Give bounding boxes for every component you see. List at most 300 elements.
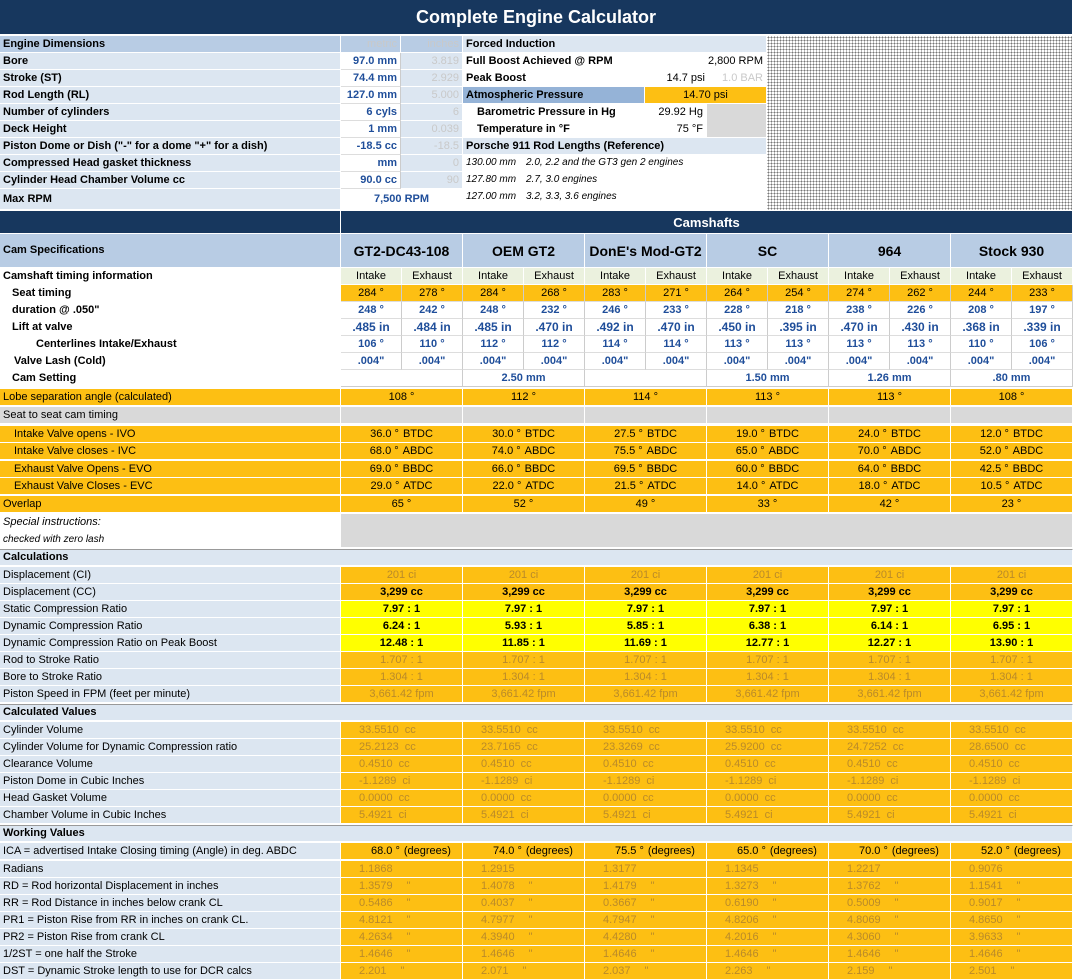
- calc-value: 5.85 : 1: [585, 618, 707, 635]
- wv-value: [585, 963, 707, 980]
- spec-value[interactable]: 228 °: [707, 302, 768, 319]
- cv-unit: cc: [404, 740, 416, 753]
- wv-number: 4.2634: [359, 930, 393, 943]
- peak-boost-psi[interactable]: 14.7 psi: [645, 70, 709, 87]
- valve-event-value: [829, 461, 951, 478]
- dimension-metric-value[interactable]: 90.0 cc: [341, 172, 401, 189]
- wv-number: 2.501: [969, 964, 997, 977]
- wv-label: RR = Rod Distance in inches below crank CL: [0, 895, 341, 912]
- wv-unit: ": [894, 896, 899, 909]
- overlap-value: 23 °: [951, 496, 1073, 513]
- spec-value[interactable]: 244 °: [951, 285, 1012, 302]
- exhaust-header: Exhaust: [1012, 268, 1073, 285]
- wv-value: [707, 912, 829, 929]
- cv-number: -1.1289: [603, 774, 641, 787]
- wv-value: [951, 895, 1073, 912]
- spec-value[interactable]: 233 °: [1012, 285, 1073, 302]
- cv-value: [463, 722, 585, 739]
- wv-value: [951, 963, 1073, 980]
- calc-value: 201 ci: [341, 567, 463, 584]
- wv-number: 4.8650: [969, 913, 1003, 926]
- cv-number: 25.2123: [359, 740, 399, 753]
- wv-number: 1.3177: [603, 862, 637, 875]
- wv-number: 4.3940: [481, 930, 515, 943]
- spec-value[interactable]: .485 in: [463, 319, 524, 336]
- wv-value: [951, 878, 1073, 895]
- dimension-label: Stroke (ST): [0, 70, 341, 87]
- cv-label: Chamber Volume in Cubic Inches: [0, 807, 341, 824]
- calc-value: 3,299 cc: [585, 584, 707, 601]
- special-instructions-note: checked with zero lash: [0, 532, 341, 548]
- wv-unit: (degrees): [525, 844, 573, 857]
- spec-value[interactable]: .492 in: [585, 319, 646, 336]
- spec-value[interactable]: 114 °: [585, 336, 646, 353]
- event-unit: ATDC: [769, 479, 799, 492]
- calculations-header: Calculations: [0, 549, 1073, 566]
- wv-number: 3.9633: [969, 930, 1003, 943]
- barometric-label: Barometric Pressure in Hg: [463, 104, 645, 121]
- intake-header: Intake: [585, 268, 646, 285]
- spec-value[interactable]: 246 °: [585, 302, 646, 319]
- wv-value: [341, 843, 463, 860]
- spec-value[interactable]: 113 °: [829, 336, 890, 353]
- cv-value: [463, 790, 585, 807]
- calc-label: Rod to Stroke Ratio: [0, 652, 341, 669]
- wv-unit: ": [772, 896, 777, 909]
- spec-value[interactable]: .395 in: [768, 319, 829, 336]
- valve-event-value: [951, 478, 1073, 495]
- calc-value: 1.707 : 1: [463, 652, 585, 669]
- spec-value[interactable]: .004": [707, 353, 768, 370]
- cv-unit: ci: [520, 808, 529, 821]
- metric-header: metric: [341, 36, 401, 53]
- spec-label: duration @ .050": [0, 302, 341, 319]
- event-unit: ATDC: [1013, 479, 1043, 492]
- wv-value: [463, 912, 585, 929]
- event-unit: BTDC: [890, 427, 921, 440]
- lobe-separation-value: 108 °: [341, 389, 463, 406]
- event-unit: ABDC: [890, 444, 922, 457]
- spec-value[interactable]: 226 °: [890, 302, 951, 319]
- spec-value[interactable]: .004": [402, 353, 463, 370]
- cv-number: 23.3269: [603, 740, 643, 753]
- overlap-label: Overlap: [0, 496, 341, 513]
- wv-unit: ": [772, 913, 777, 926]
- calc-value: 3,661.42 fpm: [585, 686, 707, 703]
- dimension-metric-value[interactable]: -18.5 cc: [341, 138, 401, 155]
- wv-value: [829, 929, 951, 946]
- cv-value: [707, 756, 829, 773]
- intake-header: Intake: [463, 268, 524, 285]
- spec-value[interactable]: 197 °: [1012, 302, 1073, 319]
- event-degrees: 22.0 °: [492, 479, 522, 492]
- valve-event-value: [707, 443, 829, 460]
- event-unit: ATDC: [525, 479, 555, 492]
- event-unit: BTDC: [646, 427, 677, 440]
- sheet-title: Complete Engine Calculator: [0, 0, 1073, 36]
- dimension-metric-value[interactable]: 6 cyls: [341, 104, 401, 121]
- wv-value: [829, 878, 951, 895]
- wv-number: 1.3579: [359, 879, 393, 892]
- event-degrees: 10.5 °: [980, 479, 1010, 492]
- wv-unit: ": [894, 913, 899, 926]
- spec-value[interactable]: 248 °: [463, 302, 524, 319]
- spec-value[interactable]: 112 °: [524, 336, 585, 353]
- dimension-metric-value[interactable]: 74.4 mm: [341, 70, 401, 87]
- spec-value[interactable]: 113 °: [890, 336, 951, 353]
- cv-unit: ci: [886, 808, 895, 821]
- cv-unit: cc: [642, 791, 654, 804]
- valve-event-value: [951, 443, 1073, 460]
- dimension-metric-value[interactable]: mm: [341, 155, 401, 172]
- cv-value: [341, 722, 463, 739]
- max-rpm-value[interactable]: 7,500 RPM: [341, 189, 463, 210]
- spec-value[interactable]: 106 °: [341, 336, 402, 353]
- wv-unit: ": [406, 930, 411, 943]
- cv-number: 0.0000: [725, 791, 759, 804]
- cv-number: 5.4921: [725, 808, 759, 821]
- spec-label: Valve Lash (Cold): [0, 353, 341, 370]
- event-degrees: 70.0 °: [857, 444, 887, 457]
- cv-unit: ci: [890, 774, 899, 787]
- spec-label: Seat timing: [0, 285, 341, 302]
- wv-unit: ": [528, 947, 533, 960]
- spec-value[interactable]: 233 °: [646, 302, 707, 319]
- wv-unit: ": [1016, 913, 1021, 926]
- spec-value[interactable]: .339 in: [1012, 319, 1073, 336]
- spec-value[interactable]: 113 °: [768, 336, 829, 353]
- cv-unit: cc: [892, 740, 904, 753]
- wv-number: 4.3060: [847, 930, 881, 943]
- spec-value[interactable]: 106 °: [1012, 336, 1073, 353]
- dimension-inches-value: 90: [401, 172, 463, 189]
- cam-setting-value[interactable]: 2.50 mm: [463, 370, 585, 387]
- calc-value: 7.97 : 1: [463, 601, 585, 618]
- dimension-metric-value[interactable]: 1 mm: [341, 121, 401, 138]
- seat-to-seat-spacer: [341, 407, 463, 424]
- wv-value: [951, 843, 1073, 860]
- dimension-label: Compressed Head gasket thickness: [0, 155, 341, 172]
- spec-value[interactable]: .004": [951, 353, 1012, 370]
- spec-value[interactable]: .470 in: [829, 319, 890, 336]
- valve-event-value: [829, 443, 951, 460]
- event-unit: ABDC: [524, 444, 556, 457]
- lobe-separation-value: 113 °: [829, 389, 951, 406]
- spec-value[interactable]: 112 °: [463, 336, 524, 353]
- valve-event-value: [341, 478, 463, 495]
- calc-value: 201 ci: [463, 567, 585, 584]
- event-degrees: 65.0 °: [735, 444, 765, 457]
- spec-value[interactable]: 254 °: [768, 285, 829, 302]
- spec-value[interactable]: 264 °: [707, 285, 768, 302]
- spec-value[interactable]: .004": [1012, 353, 1073, 370]
- wv-unit: (degrees): [891, 844, 939, 857]
- exhaust-header: Exhaust: [646, 268, 707, 285]
- cam-setting-value[interactable]: [341, 370, 463, 387]
- camshafts-header: Camshafts: [341, 211, 1073, 234]
- cv-number: 0.4510: [359, 757, 393, 770]
- dimension-inches-value: -18.5: [401, 138, 463, 155]
- wv-unit: ": [1016, 896, 1021, 909]
- lobe-separation-label: Lobe separation angle (calculated): [0, 389, 341, 406]
- cv-number: -1.1289: [725, 774, 763, 787]
- cam-setting-value[interactable]: 1.50 mm: [707, 370, 829, 387]
- calc-value: 7.97 : 1: [707, 601, 829, 618]
- spec-value[interactable]: 278 °: [402, 285, 463, 302]
- wv-value: [585, 843, 707, 860]
- lobe-separation-value: 114 °: [585, 389, 707, 406]
- spec-value[interactable]: .004": [646, 353, 707, 370]
- cv-value: [341, 790, 463, 807]
- wv-number: 4.8206: [725, 913, 759, 926]
- cv-unit: cc: [770, 740, 782, 753]
- spec-value[interactable]: 232 °: [524, 302, 585, 319]
- calc-value: 5.93 : 1: [463, 618, 585, 635]
- wv-value: [341, 861, 463, 878]
- full-boost-value[interactable]: 2,800 RPM: [645, 53, 767, 70]
- event-degrees: 42.5 °: [979, 462, 1009, 475]
- rod-description: 3.2, 3.3, 3.6 engines: [526, 191, 617, 202]
- event-degrees: 21.5 °: [614, 479, 644, 492]
- valve-event-value: [585, 461, 707, 478]
- cam-setting-value[interactable]: .80 mm: [951, 370, 1073, 387]
- wv-value: [829, 843, 951, 860]
- wv-number: 2.201: [359, 964, 387, 977]
- cam-name-1: OEM GT2: [463, 234, 585, 268]
- cv-number: 5.4921: [969, 808, 1003, 821]
- wv-number: 2.263: [725, 964, 753, 977]
- cv-number: 33.5510: [969, 723, 1009, 736]
- cv-number: 0.0000: [847, 791, 881, 804]
- calc-value: 3,661.42 fpm: [463, 686, 585, 703]
- cv-value: [951, 739, 1073, 756]
- dimension-metric-value[interactable]: 127.0 mm: [341, 87, 401, 104]
- wv-number: 1.4078: [481, 879, 515, 892]
- wv-unit: ": [522, 964, 527, 977]
- wv-value: [951, 912, 1073, 929]
- cv-unit: ci: [764, 808, 773, 821]
- wv-number: 75.5 °: [615, 844, 644, 857]
- wv-number: 0.5486: [359, 896, 393, 909]
- spec-value[interactable]: 238 °: [829, 302, 890, 319]
- spec-value[interactable]: .004": [829, 353, 890, 370]
- lobe-separation-value: 112 °: [463, 389, 585, 406]
- wv-number: 52.0 °: [981, 844, 1010, 857]
- wv-unit: ": [406, 879, 411, 892]
- spec-value[interactable]: 114 °: [646, 336, 707, 353]
- cv-number: 5.4921: [359, 808, 393, 821]
- event-unit: BTDC: [1012, 427, 1043, 440]
- spec-value[interactable]: 274 °: [829, 285, 890, 302]
- spec-value[interactable]: 284 °: [341, 285, 402, 302]
- wv-number: 1.4646: [603, 947, 637, 960]
- spec-value[interactable]: .470 in: [524, 319, 585, 336]
- wv-unit: ": [772, 930, 777, 943]
- calc-value: 12.27 : 1: [829, 635, 951, 652]
- calc-label: Dynamic Compression Ratio: [0, 618, 341, 635]
- spec-value[interactable]: 110 °: [951, 336, 1012, 353]
- calc-value: 1.707 : 1: [951, 652, 1073, 669]
- wv-value: [951, 946, 1073, 963]
- calc-value: 3,661.42 fpm: [829, 686, 951, 703]
- wv-number: 1.2915: [481, 862, 515, 875]
- cam-name-2: DonE's Mod-GT2: [585, 234, 707, 268]
- calc-value: 7.97 : 1: [341, 601, 463, 618]
- cam-setting-value[interactable]: [585, 370, 707, 387]
- calc-value: 201 ci: [585, 567, 707, 584]
- cv-unit: cc: [764, 791, 776, 804]
- spec-value[interactable]: .004": [524, 353, 585, 370]
- cv-value: [585, 722, 707, 739]
- wv-number: 0.4037: [481, 896, 515, 909]
- event-degrees: 74.0 °: [491, 444, 521, 457]
- cv-value: [341, 756, 463, 773]
- exhaust-header: Exhaust: [768, 268, 829, 285]
- spec-value[interactable]: 284 °: [463, 285, 524, 302]
- calc-value: 6.38 : 1: [707, 618, 829, 635]
- calc-value: 1.304 : 1: [341, 669, 463, 686]
- spec-value[interactable]: .004": [768, 353, 829, 370]
- exhaust-header: Exhaust: [524, 268, 585, 285]
- spec-value[interactable]: 268 °: [524, 285, 585, 302]
- event-degrees: 29.0 °: [370, 479, 400, 492]
- spec-value[interactable]: .004": [341, 353, 402, 370]
- spec-value[interactable]: .004": [585, 353, 646, 370]
- wv-unit: ": [1016, 879, 1021, 892]
- cv-value: [341, 773, 463, 790]
- cv-unit: cc: [398, 791, 410, 804]
- spec-value[interactable]: 262 °: [890, 285, 951, 302]
- event-unit: ATDC: [403, 479, 433, 492]
- wv-number: 4.2016: [725, 930, 759, 943]
- spec-value[interactable]: .004": [890, 353, 951, 370]
- cv-unit: cc: [764, 757, 776, 770]
- cv-number: -1.1289: [481, 774, 519, 787]
- cv-number: 0.0000: [359, 791, 393, 804]
- calc-value: 3,661.42 fpm: [951, 686, 1073, 703]
- dimension-metric-value[interactable]: 97.0 mm: [341, 53, 401, 70]
- overlap-value: 65 °: [341, 496, 463, 513]
- seat-to-seat-spacer: [707, 407, 829, 424]
- valve-event-value: [707, 478, 829, 495]
- calc-value: 7.97 : 1: [829, 601, 951, 618]
- cv-number: 0.0000: [603, 791, 637, 804]
- dimension-label: Number of cylinders: [0, 104, 341, 121]
- wv-value: [829, 861, 951, 878]
- spec-value[interactable]: .485 in: [341, 319, 402, 336]
- cam-name-3: SC: [707, 234, 829, 268]
- cv-label: Cylinder Volume for Dynamic Compression ratio: [0, 739, 341, 756]
- calc-value: 201 ci: [707, 567, 829, 584]
- spec-value[interactable]: 283 °: [585, 285, 646, 302]
- cv-value: [951, 756, 1073, 773]
- barometric-spacer: [707, 104, 767, 138]
- temperature-value[interactable]: 75 °F: [645, 121, 707, 138]
- event-unit: BBDC: [768, 462, 800, 475]
- cv-unit: cc: [886, 757, 898, 770]
- spec-value[interactable]: 113 °: [707, 336, 768, 353]
- calc-value: 6.24 : 1: [341, 618, 463, 635]
- spec-value[interactable]: .004": [463, 353, 524, 370]
- event-degrees: 69.5 °: [613, 462, 643, 475]
- spec-value[interactable]: 218 °: [768, 302, 829, 319]
- event-unit: BBDC: [890, 462, 922, 475]
- wv-unit: ": [528, 913, 533, 926]
- peak-boost-label: Peak Boost: [463, 70, 645, 87]
- wv-value: [707, 963, 829, 980]
- cv-value: [829, 807, 951, 824]
- cv-number: 0.4510: [847, 757, 881, 770]
- barometric-value[interactable]: 29.92 Hg: [645, 104, 707, 121]
- cv-unit: ci: [642, 808, 651, 821]
- spec-label: Lift at valve: [0, 319, 341, 336]
- cv-number: 28.6500: [969, 740, 1009, 753]
- spec-value[interactable]: .450 in: [707, 319, 768, 336]
- spec-value[interactable]: .484 in: [402, 319, 463, 336]
- event-unit: BTDC: [524, 427, 555, 440]
- spec-value[interactable]: 248 °: [341, 302, 402, 319]
- cv-number: -1.1289: [359, 774, 397, 787]
- cv-number: 5.4921: [847, 808, 881, 821]
- rod-description: 2.7, 3.0 engines: [526, 174, 598, 185]
- cv-number: 33.5510: [725, 723, 765, 736]
- event-unit: BTDC: [402, 427, 433, 440]
- cv-value: [585, 756, 707, 773]
- wv-value: [707, 861, 829, 878]
- wv-unit: ": [528, 879, 533, 892]
- wv-label: RD = Rod horizontal Displacement in inches: [0, 878, 341, 895]
- special-instructions-box[interactable]: [341, 514, 1073, 548]
- cv-value: [707, 807, 829, 824]
- wv-value: [829, 912, 951, 929]
- wv-number: 2.159: [847, 964, 875, 977]
- wv-unit: ": [894, 879, 899, 892]
- wv-number: 70.0 °: [859, 844, 888, 857]
- wv-number: 4.8069: [847, 913, 881, 926]
- inches-header: inches: [401, 36, 463, 53]
- wv-number: 1.2217: [847, 862, 881, 875]
- wv-value: [585, 929, 707, 946]
- wv-number: 0.9017: [969, 896, 1003, 909]
- cv-number: -1.1289: [847, 774, 885, 787]
- spec-value[interactable]: .430 in: [890, 319, 951, 336]
- cv-value: [585, 790, 707, 807]
- calc-value: 1.707 : 1: [585, 652, 707, 669]
- wv-number: 1.1541: [969, 879, 1003, 892]
- wv-label: 1/2ST = one half the Stroke: [0, 946, 341, 963]
- intake-header: Intake: [829, 268, 890, 285]
- spec-value[interactable]: 208 °: [951, 302, 1012, 319]
- cv-value: [585, 739, 707, 756]
- spec-value[interactable]: .470 in: [646, 319, 707, 336]
- overlap-value: 42 °: [829, 496, 951, 513]
- calc-label: Dynamic Compression Ratio on Peak Boost: [0, 635, 341, 652]
- wv-label: Radians: [0, 861, 341, 878]
- spec-value[interactable]: .368 in: [951, 319, 1012, 336]
- seat-to-seat-spacer: [829, 407, 951, 424]
- cam-setting-value[interactable]: 1.26 mm: [829, 370, 951, 387]
- spec-value[interactable]: 110 °: [402, 336, 463, 353]
- valve-event-value: [463, 461, 585, 478]
- cv-unit: cc: [526, 723, 538, 736]
- cv-number: 33.5510: [359, 723, 399, 736]
- spec-value[interactable]: 271 °: [646, 285, 707, 302]
- valve-event-value: [585, 426, 707, 443]
- spec-value[interactable]: 242 °: [402, 302, 463, 319]
- wv-value: [341, 946, 463, 963]
- atmospheric-pressure-value: 14.70 psi: [645, 87, 767, 104]
- calc-value: 1.707 : 1: [707, 652, 829, 669]
